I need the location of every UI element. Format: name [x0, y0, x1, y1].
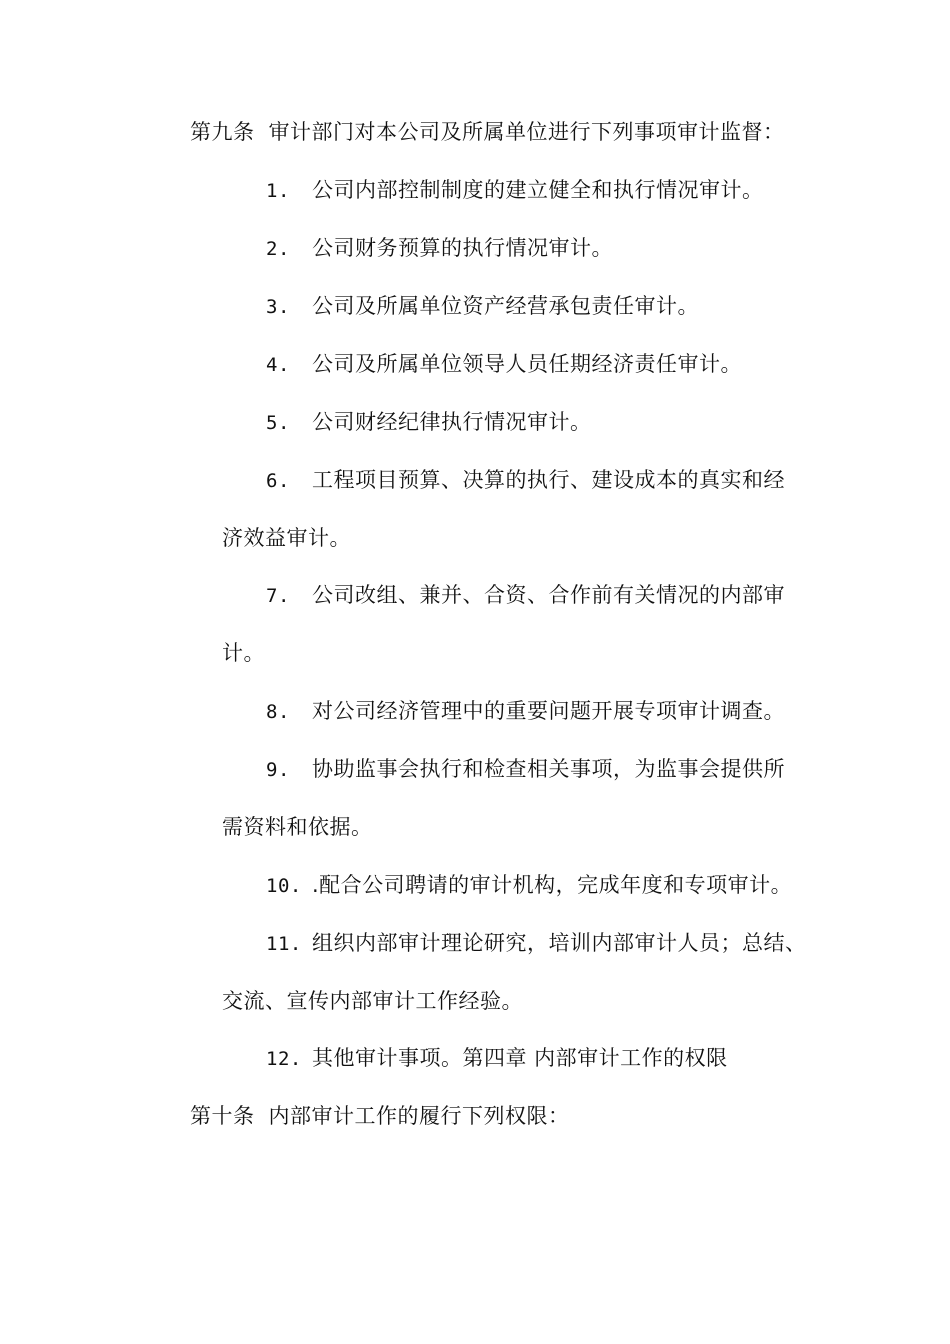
item-text: 其他审计事项。第四章 内部审计工作的权限	[312, 1046, 728, 1070]
item-text: 公司及所属单位资产经营承包责任审计。	[312, 294, 699, 318]
item-number: 8.	[266, 701, 290, 723]
item-number: 4.	[266, 354, 290, 376]
item-text-continued: 济效益审计。	[222, 526, 351, 550]
item-text: 公司及所属单位领导人员任期经济责任审计。	[312, 352, 742, 376]
item-number: 3.	[266, 296, 290, 318]
list-item	[266, 580, 785, 611]
article-10-text: 内部审计工作的履行下列权限：	[268, 1104, 570, 1128]
list-item	[266, 349, 742, 380]
article-9-text: 审计部门对本公司及所属单位进行下列事项审计监督：	[268, 120, 785, 144]
item-text: 公司财务预算的执行情况审计。	[312, 236, 613, 260]
item-text: 工程项目预算、决算的执行、建设成本的真实和经	[312, 468, 785, 492]
list-item	[266, 928, 807, 959]
list-item	[266, 233, 613, 264]
list-item	[266, 870, 792, 901]
item-text: 公司内部控制制度的建立健全和执行情况审计。	[312, 178, 764, 202]
list-item	[266, 1043, 728, 1074]
list-item-continuation	[222, 638, 265, 668]
item-text-continued: 需资料和依据。	[222, 815, 373, 839]
item-text-continued: 交流、宣传内部审计工作经验。	[222, 989, 523, 1013]
article-9-label: 第九条	[190, 120, 255, 144]
list-item	[266, 291, 699, 322]
list-item	[266, 175, 764, 206]
list-item	[266, 696, 785, 727]
list-item-continuation	[222, 986, 523, 1016]
item-number: 11.	[266, 933, 302, 955]
item-number: 7.	[266, 585, 290, 607]
list-item	[266, 465, 785, 496]
item-number: 10.	[266, 875, 302, 897]
item-number: 9.	[266, 759, 290, 781]
item-number: 2.	[266, 238, 290, 260]
list-item	[266, 754, 785, 785]
item-text: 公司改组、兼并、合资、合作前有关情况的内部审	[312, 583, 785, 607]
article-10-label: 第十条	[190, 1104, 255, 1128]
item-number: 6.	[266, 470, 290, 492]
item-text-continued: 计。	[222, 641, 265, 665]
list-item-continuation	[222, 523, 351, 553]
list-item	[266, 407, 592, 438]
item-text: 对公司经济管理中的重要问题开展专项审计调查。	[312, 699, 785, 723]
article-9-heading	[190, 117, 785, 147]
item-text: 组织内部审计理论研究，培训内部审计人员；总结、	[312, 931, 807, 955]
item-text: 公司财经纪律执行情况审计。	[312, 410, 592, 434]
list-item-continuation	[222, 812, 373, 842]
item-number: 1.	[266, 180, 290, 202]
item-number: 5.	[266, 412, 290, 434]
item-text: .配合公司聘请的审计机构，完成年度和专项审计。	[312, 873, 793, 897]
item-number: 12.	[266, 1048, 302, 1070]
article-10-heading	[190, 1101, 570, 1131]
item-text: 协助监事会执行和检查相关事项，为监事会提供所	[312, 757, 785, 781]
